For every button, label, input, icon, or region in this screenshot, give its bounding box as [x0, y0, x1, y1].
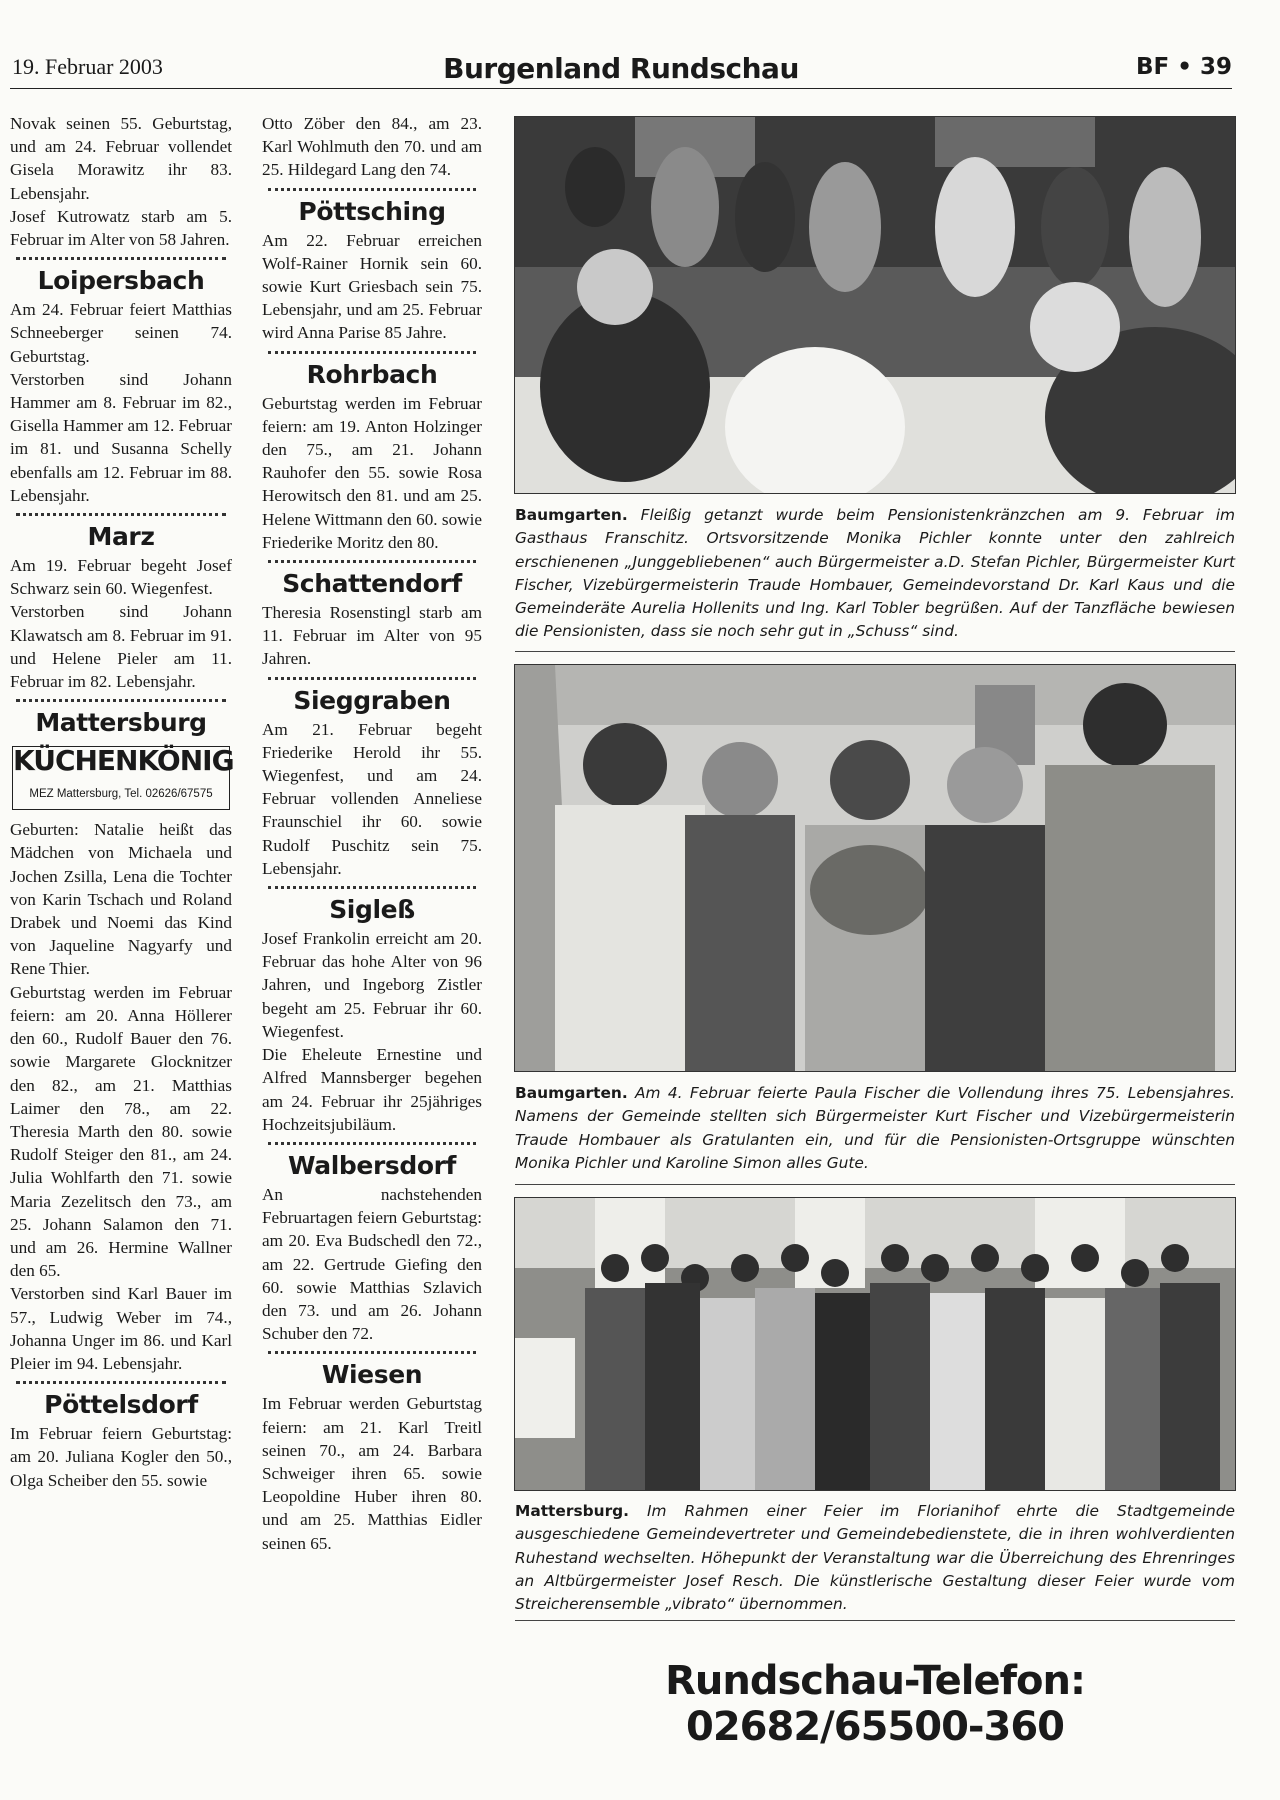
article-text: Otto Zöber den 84., am 23. Karl Wohlmuth den 70. und am 25. Hildegard Lang den 74.: [262, 114, 482, 180]
article-text: Im Februar feiern Geburtstag: am 20. Juliana Kogler den 50., Olga Scheiber den 55. sowie: [10, 1424, 232, 1490]
advertiser-logo: KÜCHENKÖNIG: [13, 744, 234, 778]
article-text: Im Februar werden Geburtstag feiern: am 21. Karl Treitl seinen 70., am 24. Barbara Schweiger ihren 65. sowie Leopoldine Huber ihren 80. und am 25. Matthias Eidler seinen 65.: [262, 1394, 482, 1553]
dotted-divider: [268, 1142, 476, 1145]
article-text: Geburten: Natalie heißt das Mädchen von Michaela und Jochen Zsilla, Lena die Tochter von Karin Tschach und Roland Drabek und Noemi das Kind von Jaqueline Nagyarfy und Rene Thier.: [10, 820, 232, 979]
article-text: Am 22. Februar erreichen Wolf-Rainer Hornik sein 60. sowie Kurt Griesbach sein 75. Lebensjahr, und am 25. Februar wird Anna Parise 85 Jahre.: [262, 230, 482, 343]
caption-text: Im Rahmen einer Feier im Florianihof ehrte die Stadtgemeinde ausgeschiedene Gemeindevertreter und Gemeindebedienstete, die in ihren wohlverdienten Ruhestand wechselten. Höhepunkt der Veranstaltung war die Überreichung des Ehrenringes an Altbürgermeister Josef Resch. Die künstlerische Gestaltung dieser Feier wurde vom Streicherensemble „vibrato“ übernommen.: [515, 1502, 1235, 1614]
section-title-marz: Marz: [87, 522, 155, 552]
dotted-divider: [268, 886, 476, 889]
section-title-poettelsdorf: Pöttelsdorf: [44, 1390, 198, 1420]
dotted-divider: [268, 351, 476, 354]
dotted-divider: [16, 1381, 226, 1384]
section-title-poettsching: Pöttsching: [298, 196, 446, 226]
article-text: Am 19. Februar begeht Josef Schwarz sein 60. Wiegenfest.: [10, 556, 232, 599]
dotted-divider: [16, 257, 226, 260]
caption-divider: [515, 1184, 1235, 1185]
section-title-rohrbach: Rohrbach: [306, 359, 438, 389]
article-text: Am 24. Februar feiert Matthias Schneeberger seinen 74. Geburtstag.: [10, 300, 232, 366]
text-column-2: [262, 112, 482, 1555]
page-header: [10, 52, 1232, 89]
article-text: Die Eheleute Ernestine und Alfred Mannsberger begehen am 24. Februar ihr 25jähriges Hochzeitsjubiläum.: [262, 1045, 482, 1134]
photo-caption-3: [515, 1500, 1235, 1616]
article-text: Verstorben sind Johann Klawatsch am 8. Februar im 91. und Helene Pieler am 11. Februar im 82. Lebensjahr.: [10, 602, 232, 692]
article-text: Novak seinen 55. Geburtstag, und am 24. Februar vollendet Gisela Morawitz ihr 83. Lebensjahr.: [10, 114, 232, 203]
issue-date: 19. Februar 2003: [12, 54, 163, 79]
article-text: Am 21. Februar begeht Friederike Herold ihr 55. Wiegenfest, und am 24. Februar vollenden Anneliese Fraunschiel ihr 60. sowie Rudolf Puschitz sein 75. Lebensjahr.: [262, 719, 482, 878]
section-title-sigless: Sigleß: [329, 895, 415, 925]
section-title-walbersdorf: Walbersdorf: [287, 1150, 457, 1180]
article-text: Geburtstag werden im Februar feiern: am 20. Anna Höllerer den 60., Rudolf Bauer den 76. sowie Margarete Glocknitzer den 82., am 21. Matthias Laimer den 78., am 22. Theresia Marth den 80. sowie Rudolf Steiger den 81., am 24. Julia Wohlfarth den 71. sowie Maria Zezelitsch den 73., am 25. Johann Salamon den 71. und am 26. Hermine Wallner den 65.: [10, 982, 232, 1281]
caption-divider: [515, 1620, 1235, 1621]
dotted-divider: [16, 699, 226, 702]
article-text: An nachstehenden Februartagen feiern Geburtstag: am 20. Eva Budschedl den 72., am 22. Gertrude Giefing den 60. sowie Matthias Szlavich den 73. und am 26. Johann Schuber den 72.: [262, 1184, 482, 1344]
newspaper-title: Burgenland Rundschau: [443, 52, 799, 85]
article-text: Theresia Rosenstingl starb am 11. Februar im Alter von 95 Jahren.: [262, 603, 482, 669]
photo-birthday-group: [514, 664, 1236, 1072]
advertisement-box: [12, 744, 234, 810]
text-column-1: [10, 112, 232, 1492]
caption-text: Am 4. Februar feierte Paula Fischer die Vollendung ihres 75. Lebensjahres. Namens der Gemeinde stellten sich Bürgermeister Kurt Fischer und Vizebürgermeisterin Traude Hombauer als Gratulanten ein, und für die Pensionisten-Ortsgruppe wünschten Monika Pichler und Karoline Simon alles Gute.: [515, 1084, 1235, 1172]
dotted-divider: [268, 188, 476, 191]
article-text: Josef Kutrowatz starb am 5. Februar im Alter von 58 Jahren.: [10, 206, 232, 250]
section-title-wiesen: Wiesen: [321, 1360, 423, 1390]
caption-place: Baumgarten.: [515, 506, 628, 524]
dotted-divider: [268, 560, 476, 563]
caption-place: Baumgarten.: [515, 1084, 628, 1102]
section-title-schattendorf: Schattendorf: [282, 569, 462, 599]
article-text: Verstorben sind Johann Hammer am 8. Februar im 82., Gisella Hammer am 12. Februar im 81. und Susanna Schelly ebenfalls am 12. Februar im 88. Lebensjahr.: [10, 369, 232, 505]
caption-text: Fleißig getanzt wurde beim Pensionistenkränzchen am 9. Februar im Gasthaus Franschitz. Ortsvorsitzende Monika Pichler konnte unter den zahlreich erschienenen „Junggebliebenen“ auch Bürgermeister a.D. Stefan Pichler, Bürgermeister Kurt Fischer, Vizebürgermeisterin Traude Hombauer, Gemeindevorstand Dr. Karl Kaus und die Gemeinderäte Aurelia Hollenits und Ing. Karl Tobler begrüßen. Auf der Tanzfläche bewiesen die Pensionisten, dass sie noch sehr gut in „Schuss“ sind.: [515, 506, 1235, 641]
photo-caption-1: [515, 504, 1235, 644]
page-number: BF • 39: [1136, 54, 1232, 80]
photo-ceremony-group: [514, 1197, 1236, 1491]
dotted-divider: [16, 513, 226, 516]
section-title-loipersbach: Loipersbach: [37, 266, 205, 296]
caption-divider: [515, 651, 1235, 652]
section-title-mattersburg: Mattersburg: [35, 708, 207, 738]
article-text: Verstorben sind Karl Bauer im 57., Ludwig Weber im 74., Johanna Unger im 86. und Karl Pleier im 94. Lebensjahr.: [10, 1284, 232, 1373]
article-text: Geburtstag werden im Februar feiern: am 19. Anton Holzinger den 75., am 21. Johann Rauhofer den 55. sowie Rosa Herowitsch den 81. und am 25. Helene Wittmann den 60. sowie Friederike Moritz den 80.: [262, 393, 482, 552]
caption-place: Mattersburg.: [515, 1502, 630, 1520]
photo-dance-scene: [514, 116, 1236, 494]
photo-caption-2: [515, 1082, 1235, 1175]
article-text: Josef Frankolin erreicht am 20. Februar das hohe Alter von 96 Jahren, und Ingeborg Zistler begeht am 25. Februar ihr 60. Wiegenfest.: [262, 929, 482, 1041]
newsroom-phone-banner: Rundschau-Telefon: 02682/65500-360: [665, 1658, 1085, 1750]
dotted-divider: [268, 1351, 476, 1354]
dotted-divider: [268, 677, 476, 680]
advertiser-contact: MEZ Mattersburg, Tel. 02626/67575: [29, 788, 213, 801]
section-title-sieggraben: Sieggraben: [293, 685, 451, 715]
